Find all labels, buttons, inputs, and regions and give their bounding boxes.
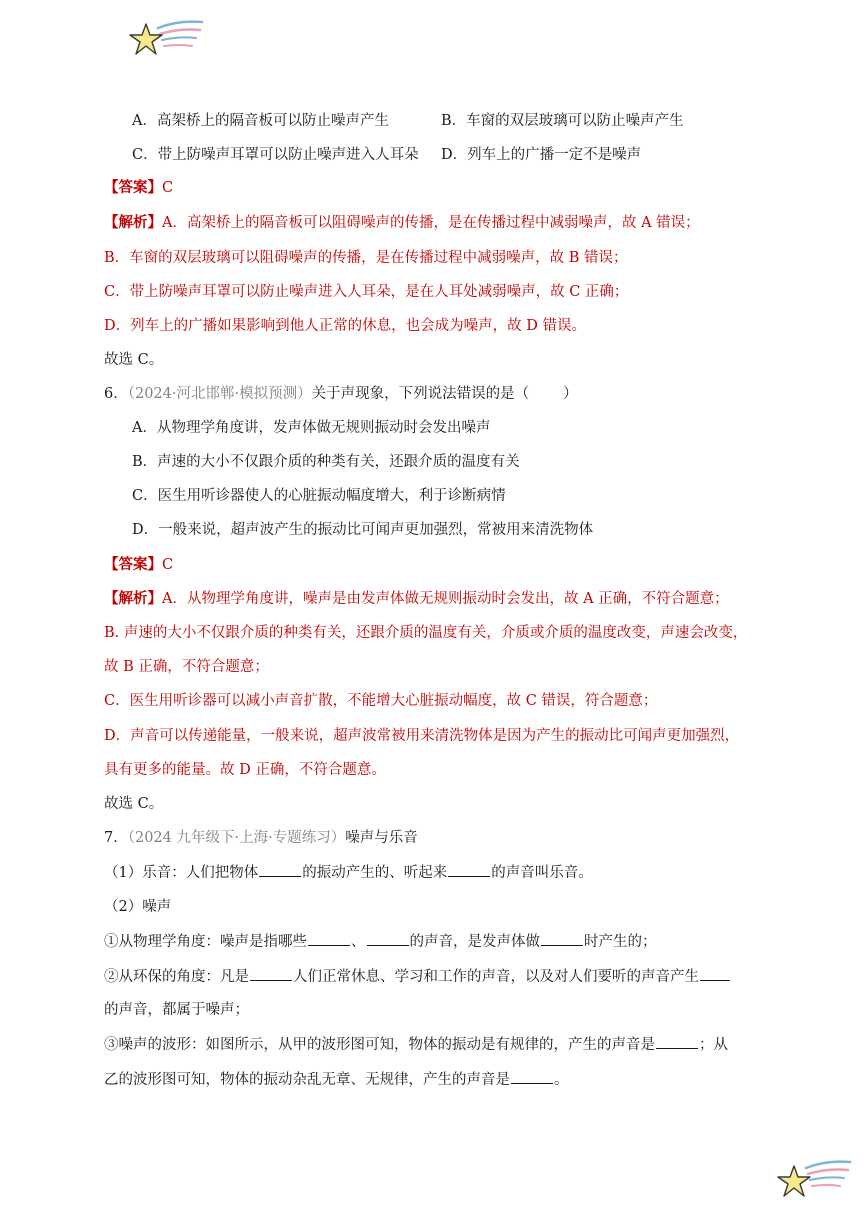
analysis-label: 【解析】 [104,214,162,231]
fill-blank[interactable] [250,966,292,981]
answer-label: 【答案】 [104,179,162,196]
question-stem-end: ） [563,386,578,402]
q5-analysis-1 [104,213,764,233]
q7-part-2-item-2: ②从环保的角度：凡是 人们正常休息、学习和工作的声音，以及对人们要听的声音产生 [104,966,764,987]
q6-analysis-2: B. 声速的大小不仅跟介质的种类有关，还跟介质的温度有关，介质或介质的温度改变，声速会改变， [104,625,748,641]
q7-part-2-item-3: ③噪声的波形：如图所示，从甲的波形图可知，物体的振动是有规律的，产生的声音是 ；从 [104,1034,764,1055]
fill-blank[interactable] [700,966,730,981]
shooting-star-icon [776,1156,852,1204]
question-source: （2024 九年级下·上海·专题练习） [127,830,346,846]
q6-analysis-3: 故 B 正确，不符合题意； [104,659,269,675]
q5-option-row-1 [132,111,792,131]
q6-analysis-5: D．声音可以传递能量，一般来说，超声波常被用来清洗物体是因为产生的振动比可闻声更加强烈， [104,728,740,744]
fill-blank[interactable] [656,1034,698,1049]
shooting-star-icon [128,18,204,66]
question-source: （2024·河北邯郸·模拟预测） [127,386,312,402]
analysis-label: 【解析】 [104,590,162,607]
q6-option-c: C．医生用听诊器使人的心脏振动幅度增大，利于诊断病情 [132,488,506,504]
q5-option-d: D．列车上的广播一定不是噪声 [441,147,642,163]
fill-blank[interactable] [259,862,301,877]
q7-part-2-item-2-cont: 的声音，都属于噪声； [104,1002,249,1018]
q7-part-2-item-3-cont: 乙的波形图可知，物体的振动杂乱无章、无规律，产生的声音是 。 [104,1069,764,1090]
q6-analysis-4: C．医生用听诊器可以减小声音扩散，不能增大心脏振动幅度，故 C 错误，符合题意； [104,693,658,709]
q5-option-a: A．高架桥上的隔音板可以防止噪声产生 [132,113,389,129]
fill-blank[interactable] [448,862,490,877]
fill-blank[interactable] [541,931,583,946]
answer-value: C [162,557,174,573]
q5-answer [104,178,764,198]
analysis-text: A．从物理学角度讲，噪声是由发声体做无规则振动时会发出，故 A 正确，不符合题意； [162,591,729,607]
answer-value: C [162,180,174,196]
q6-analysis-1 [104,589,764,609]
q7-part-2: （2）噪声 [104,899,172,915]
q6-option-b: B．声速的大小不仅跟介质的种类有关，还跟介质的温度有关 [132,454,520,470]
q5-analysis-4: D．列车上的广播如果影响到他人正常的休息，也会成为噪声，故 D 错误。 [104,318,586,334]
q5-analysis-3: C．带上防噪声耳罩可以防止噪声进入人耳朵，是在人耳处减弱噪声，故 C 正确； [104,284,629,300]
question-number: 7． [104,830,128,846]
question-stem: 关于声现象，下列说法错误的是（ [311,386,530,402]
q7-part-1: （1）乐音：人们把物体 的振动产生的、听起来 的声音叫乐音。 [104,862,764,883]
q6-stem [104,384,764,404]
q6-option-d: D．一般来说，超声波产生的振动比可闻声更加强烈，常被用来清洗物体 [132,522,594,538]
q5-option-c: C．带上防噪声耳罩可以防止噪声进入人耳朵 [132,147,419,163]
q6-option-a: A．从物理学角度讲，发声体做无规则振动时会发出噪声 [132,420,491,436]
q5-conclusion: 故选 C。 [104,352,164,368]
fill-blank[interactable] [367,931,409,946]
q7-stem [104,828,764,848]
q5-option-b: B．车窗的双层玻璃可以防止噪声产生 [441,113,684,129]
fill-blank[interactable] [511,1069,553,1084]
q6-analysis-6: 具有更多的能量。故 D 正确，不符合题意。 [104,762,386,778]
q6-conclusion: 故选 C。 [104,796,164,812]
q5-analysis-2: B．车窗的双层玻璃可以阻碍噪声的传播，是在传播过程中减弱噪声，故 B 错误； [104,250,628,266]
analysis-text: A．高架桥上的隔音板可以阻碍噪声的传播，是在传播过程中减弱噪声，故 A 错误； [162,215,700,231]
question-number: 6． [104,386,128,402]
q5-option-row-2 [132,145,792,165]
q7-part-2-item-1: ①从物理学角度：噪声是指哪些 、 的声音，是发声体做 时产生的； [104,931,764,952]
q6-answer [104,555,764,575]
answer-label: 【答案】 [104,556,162,573]
fill-blank[interactable] [308,931,350,946]
question-title: 噪声与乐音 [345,830,418,846]
